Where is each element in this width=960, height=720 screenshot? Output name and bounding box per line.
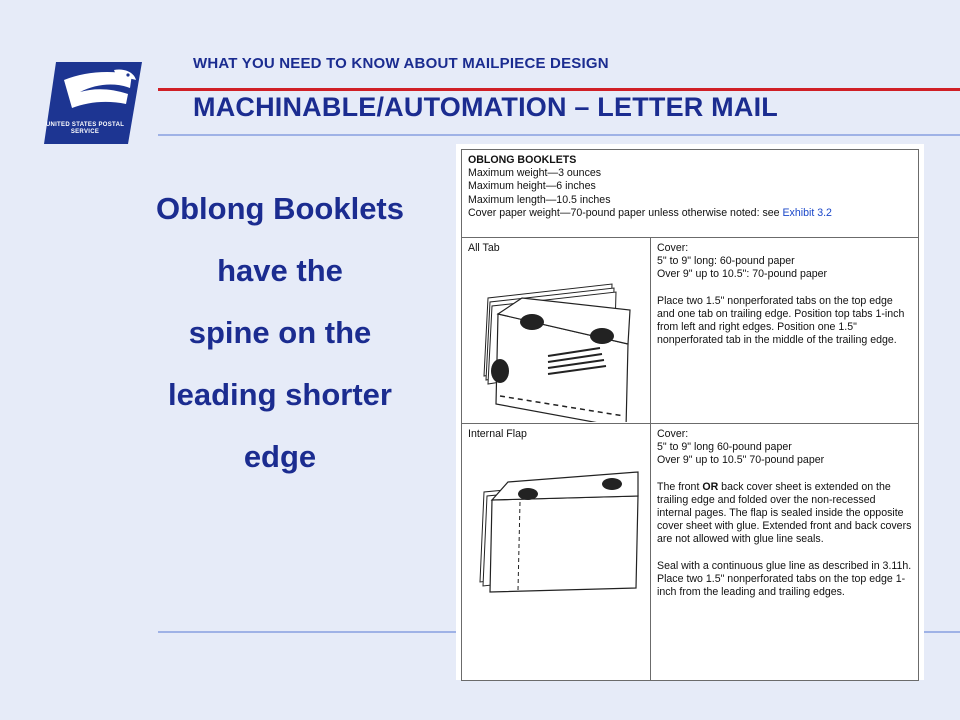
callout-line: edge bbox=[243, 439, 317, 474]
callout-line: leading shorter bbox=[168, 377, 392, 412]
row-label: All Tab bbox=[468, 242, 500, 254]
row-description-cell bbox=[651, 424, 918, 680]
callout-line: have the bbox=[217, 253, 343, 288]
callout-line: spine on the bbox=[188, 315, 372, 350]
internal-flap-booklet-illustration bbox=[462, 442, 651, 622]
table-row bbox=[462, 424, 918, 680]
cover-line: Cover: bbox=[657, 428, 689, 440]
spec-line: Maximum length—10.5 inches bbox=[468, 193, 611, 206]
row-label-cell bbox=[462, 424, 651, 680]
cover-note bbox=[468, 207, 912, 220]
paragraph-emphasis: OR bbox=[702, 480, 719, 493]
oblong-booklets-table bbox=[461, 149, 919, 681]
cover-line: Over 9" up to 10.5": 70-pound paper bbox=[657, 268, 828, 281]
cover-line: 5" to 9" long 60-pound paper bbox=[657, 441, 792, 454]
table-row bbox=[462, 238, 918, 424]
row-description-cell bbox=[651, 238, 918, 423]
cover-line: 5" to 9" long: 60-pound paper bbox=[657, 255, 795, 268]
all-tab-booklet-illustration bbox=[462, 256, 651, 422]
row-paragraph: Seal with a continuous glue line as described in 3.11h. Place two 1.5" nonperforated tabs on the top edge 1-inch from the leading and trailing edges. bbox=[657, 559, 912, 599]
table-heading: OBLONG BOOKLETS bbox=[468, 154, 577, 166]
cover-line: Over 9" up to 10.5" 70-pound paper bbox=[657, 454, 825, 467]
spec-line: Maximum weight—3 ounces bbox=[468, 167, 602, 180]
table-header bbox=[462, 150, 918, 238]
row-label-cell bbox=[462, 238, 651, 423]
cover-note-text: Cover paper weight—70-pound paper unless otherwise noted: see bbox=[468, 206, 783, 219]
top-blue-rule bbox=[158, 134, 960, 136]
cover-line: Cover: bbox=[657, 242, 689, 254]
paragraph-text: back cover sheet is extended on the trailing edge and folded over the non-recessed internal pages. The flap is sealed inside the opposite cover sheet with glue. Extended front and back covers are not allowed with glue line seals. bbox=[657, 480, 912, 546]
row-label: Internal Flap bbox=[468, 428, 527, 440]
spec-line: Maximum height—6 inches bbox=[468, 180, 596, 193]
header-kicker: WHAT YOU NEED TO KNOW ABOUT MAILPIECE DESIGN bbox=[193, 55, 609, 72]
paragraph-text: The front bbox=[657, 480, 703, 493]
row-paragraph: Place two 1.5" nonperforated tabs on the top edge and one tab on trailing edge. Position top tabs 1-inch from left and right edges. Position one 1.5" nonperforated tab in the middle of the trailing edge. bbox=[657, 294, 905, 347]
callout-text bbox=[120, 178, 440, 488]
exhibit-link[interactable]: Exhibit 3.2 bbox=[782, 206, 832, 219]
row-paragraph bbox=[657, 481, 912, 547]
callout-line: Oblong Booklets bbox=[156, 191, 404, 226]
logo-text: UNITED STATES POSTAL SERVICE bbox=[45, 122, 125, 135]
header-red-rule bbox=[158, 88, 960, 91]
page-title: MACHINABLE/AUTOMATION – LETTER MAIL bbox=[193, 92, 778, 122]
